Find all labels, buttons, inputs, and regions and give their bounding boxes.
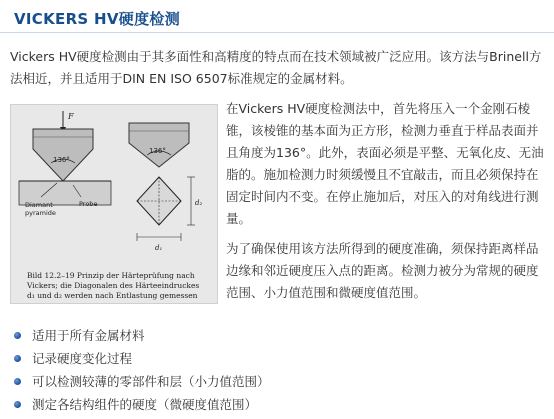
intro-paragraph: Vickers HV硬度检测由于其多面性和高精度的特点而在技术领域被广泛应用。该方法与Brinell方法相近，并且适用于DIN EN ISO 6507标准规定的金属材料。 — [10, 49, 542, 86]
list-item — [14, 326, 534, 349]
right-impression-illustration — [129, 123, 202, 252]
left-indenter-illustration — [19, 111, 111, 217]
d1-label: d₁ — [155, 244, 163, 252]
method-description — [226, 98, 548, 312]
feature-list — [14, 326, 534, 418]
list-item — [14, 372, 534, 395]
bullet-dot-icon — [14, 355, 21, 362]
list-item — [14, 349, 534, 372]
feature-label: 记录硬度变化过程 — [32, 351, 133, 366]
force-label: F — [68, 112, 74, 121]
indenter-label-line1: Diamant- — [25, 201, 56, 209]
title-bar — [0, 0, 554, 34]
feature-label: 可以检测较薄的零部件和层（小力值范围） — [32, 374, 270, 389]
vickers-diagram-figure — [10, 104, 218, 304]
d2-label: d₂ — [195, 199, 203, 207]
probe-label: Probe — [79, 200, 98, 208]
list-item — [14, 395, 534, 418]
method-paragraph-2: 为了确保使用该方法所得到的硬度准确，须保持距离样品边缘和邻近硬度压入点的距离。检测力被分为常规的硬度范围、小力值范围和微硬度值范围。 — [226, 241, 539, 300]
bullet-dot-icon — [14, 401, 21, 408]
indenter-label-line2: pyramide — [25, 209, 56, 217]
angle-label-right: 136° — [149, 147, 166, 155]
bullet-dot-icon — [14, 378, 21, 385]
page-title: VICKERS HV硬度检测 — [14, 10, 181, 28]
angle-label-left: 136° — [53, 156, 70, 164]
bullet-dot-icon — [14, 332, 21, 339]
feature-label: 适用于所有金属材料 — [32, 328, 145, 343]
method-paragraph-1: 在Vickers HV硬度检测法中，首先将压入一个金刚石棱锥，该棱锥的基本面为正方形，检测力垂直于样品表面并且角度为136°。此外，表面必须是平整、无氧化皮、无油脂的。施加检测力时须缓慢且不宜敲击，而且必须保持在固定时间内不变。在停止施加后，对压入的对角线进行测量。 — [226, 101, 544, 226]
indenter-body-right — [129, 123, 189, 167]
title-divider — [0, 32, 554, 33]
figure-caption: Bild 12.2–19 Prinzip der Härteprüfung nach Vickers; die Diagonalen des Härteeindruckes d₁ und d₂ werden nach Entlastung gemessen — [27, 271, 200, 300]
feature-label: 测定各结构组件的硬度（微硬度值范围） — [32, 397, 258, 412]
